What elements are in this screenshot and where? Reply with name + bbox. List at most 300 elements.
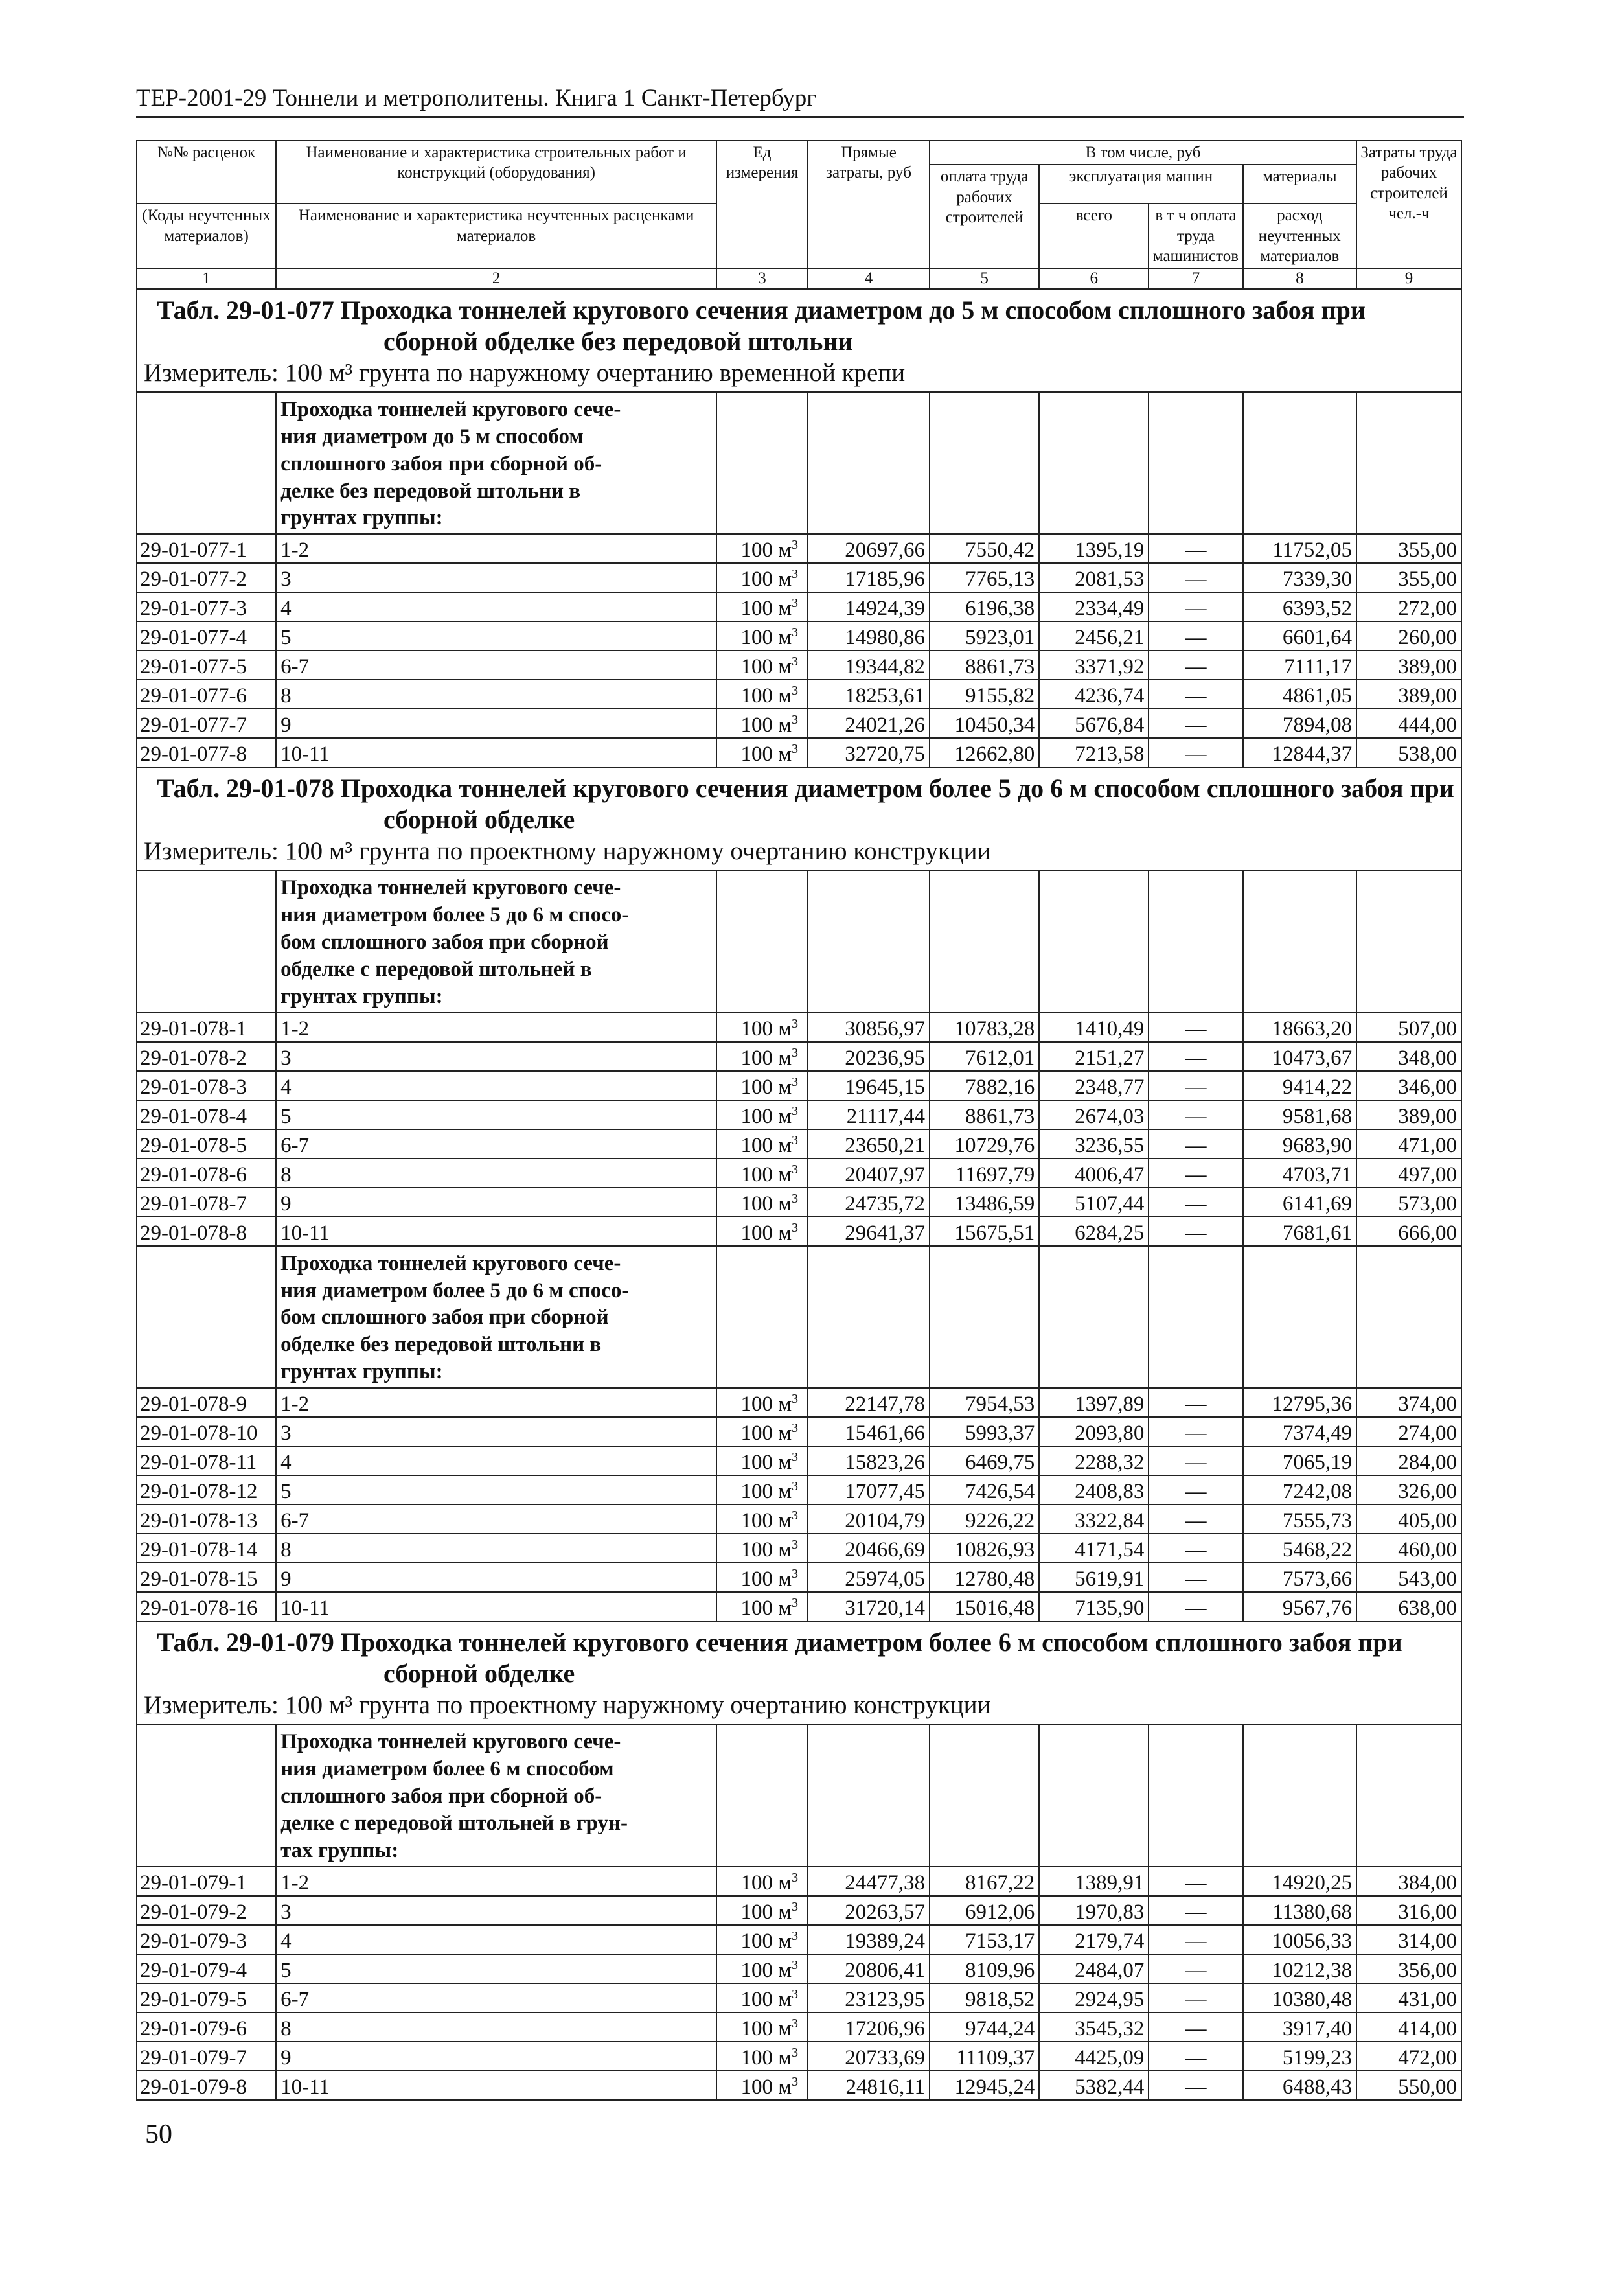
unit — [716, 2042, 808, 2071]
labor-hours: 550,00 — [1356, 2071, 1461, 2100]
unit-text: 100 м — [740, 1104, 792, 1128]
machine-cost: 2924,95 — [1039, 1983, 1149, 2013]
labor-hours: 638,00 — [1356, 1592, 1461, 1621]
labor-hours: 316,00 — [1356, 1896, 1461, 1925]
rate-code: 29-01-078-7 — [137, 1188, 276, 1217]
unit-text: 100 м — [740, 1958, 792, 1982]
section-meter: Измеритель: 100 м³ грунта по проектному наружному очертанию конструкции — [144, 837, 991, 866]
labor-hours: 538,00 — [1356, 738, 1461, 767]
unit-text: 100 м — [740, 743, 792, 767]
machinist-wage: — — [1149, 534, 1242, 563]
labor-wage: 13486,59 — [930, 1188, 1039, 1217]
unit-text: 100 м — [740, 597, 792, 621]
labor-wage: 6912,06 — [930, 1896, 1039, 1925]
section-meter: Измеритель: 100 м³ грунта по наружному очертанию временной крепи — [144, 359, 906, 387]
soil-group: 10-11 — [276, 2071, 716, 2100]
machine-cost: 4236,74 — [1039, 680, 1149, 709]
machinist-wage: — — [1149, 2071, 1242, 2100]
section-header — [137, 1621, 1461, 1724]
soil-group: 1-2 — [276, 534, 716, 563]
rate-code: 29-01-077-5 — [137, 651, 276, 680]
table-row — [137, 1954, 1461, 1983]
table-header — [137, 141, 1461, 289]
table-row — [137, 563, 1461, 592]
table-row — [137, 1100, 1461, 1129]
unit — [716, 1505, 808, 1534]
rate-code: 29-01-078-1 — [137, 1013, 276, 1042]
rate-code: 29-01-078-8 — [137, 1217, 276, 1246]
unit-text: 100 м — [740, 1133, 792, 1157]
table-row — [137, 1475, 1461, 1505]
labor-wage: 8167,22 — [930, 1867, 1039, 1896]
soil-group: 4 — [276, 1925, 716, 1954]
unit-superscript: 3 — [792, 1450, 799, 1465]
empty-cell — [1149, 392, 1242, 535]
col-mach-total-header: всего — [1039, 203, 1149, 268]
rate-code: 29-01-078-15 — [137, 1563, 276, 1592]
labor-hours: 355,00 — [1356, 563, 1461, 592]
rate-code: 29-01-079-5 — [137, 1983, 276, 2013]
rate-code: 29-01-077-7 — [137, 709, 276, 738]
unit-superscript: 3 — [792, 1957, 799, 1972]
labor-wage: 12780,48 — [930, 1563, 1039, 1592]
unit-text: 100 м — [740, 568, 792, 592]
labor-hours: 507,00 — [1356, 1013, 1461, 1042]
table-row — [137, 1867, 1461, 1896]
unit — [716, 1867, 808, 1896]
labor-wage: 6469,75 — [930, 1446, 1039, 1475]
unit-superscript: 3 — [792, 1479, 799, 1494]
unit — [716, 1475, 808, 1505]
labor-wage: 9744,24 — [930, 2013, 1039, 2042]
table-row — [137, 1388, 1461, 1417]
table-row — [137, 1188, 1461, 1217]
machinist-wage: — — [1149, 1534, 1242, 1563]
labor-wage: 9155,82 — [930, 680, 1039, 709]
rate-code: 29-01-078-11 — [137, 1446, 276, 1475]
machinist-wage: — — [1149, 1100, 1242, 1129]
unit — [716, 621, 808, 651]
machine-cost: 1395,19 — [1039, 534, 1149, 563]
machine-cost: 2348,77 — [1039, 1071, 1149, 1100]
labor-hours: 414,00 — [1356, 2013, 1461, 2042]
page-number: 50 — [145, 2119, 172, 2149]
empty-cell — [1243, 1724, 1357, 1867]
unit — [716, 1159, 808, 1188]
machinist-wage: — — [1149, 1896, 1242, 1925]
unit-superscript: 3 — [792, 1103, 799, 1118]
unit — [716, 2013, 808, 2042]
direct-cost: 20263,57 — [808, 1896, 930, 1925]
rate-code: 29-01-078-9 — [137, 1388, 276, 1417]
unit — [716, 1534, 808, 1563]
labor-hours: 374,00 — [1356, 1388, 1461, 1417]
unit-superscript: 3 — [792, 1899, 799, 1914]
unit-superscript: 3 — [792, 684, 799, 698]
machinist-wage: — — [1149, 1013, 1242, 1042]
machine-cost: 2151,27 — [1039, 1042, 1149, 1071]
soil-group: 5 — [276, 1100, 716, 1129]
labor-hours: 314,00 — [1356, 1925, 1461, 1954]
soil-group: 9 — [276, 2042, 716, 2071]
direct-cost: 19344,82 — [808, 651, 930, 680]
machinist-wage: — — [1149, 709, 1242, 738]
unit-superscript: 3 — [792, 596, 799, 611]
unit-superscript: 3 — [792, 2074, 799, 2089]
work-description: Проходка тоннелей кругового сече- ния диаметром более 6 м способом сплошного забоя при сборной об- делке с передовой штольней в грун- тах группы: — [276, 1724, 716, 1867]
machine-cost: 2408,83 — [1039, 1475, 1149, 1505]
unit-text: 100 м — [740, 655, 792, 679]
machinist-wage: — — [1149, 1159, 1242, 1188]
soil-group: 1-2 — [276, 1867, 716, 1896]
rate-code: 29-01-078-16 — [137, 1592, 276, 1621]
machinist-wage: — — [1149, 1188, 1242, 1217]
unit-text: 100 м — [740, 1392, 792, 1416]
rate-code: 29-01-078-14 — [137, 1534, 276, 1563]
machine-cost: 2081,53 — [1039, 563, 1149, 592]
unit — [716, 1446, 808, 1475]
unit-superscript: 3 — [792, 625, 799, 640]
col-labor-cost-header: оплата труда рабочих строителей — [930, 165, 1039, 268]
soil-group: 8 — [276, 2013, 716, 2042]
unit-superscript: 3 — [792, 1538, 799, 1552]
direct-cost: 24021,26 — [808, 709, 930, 738]
col-materials-header: материалы — [1243, 165, 1357, 203]
table-row — [137, 1563, 1461, 1592]
machine-cost: 5382,44 — [1039, 2071, 1149, 2100]
empty-cell — [1356, 870, 1461, 1013]
soil-group: 8 — [276, 1534, 716, 1563]
unit-superscript: 3 — [792, 1133, 799, 1148]
section-meter: Измеритель: 100 м³ грунта по проектному наружному очертанию конструкции — [144, 1691, 991, 1720]
table-row — [137, 1159, 1461, 1188]
table-row — [137, 709, 1461, 738]
machinist-wage: — — [1149, 1217, 1242, 1246]
col-unit-header: Ед измерения — [716, 141, 808, 268]
labor-wage: 10826,93 — [930, 1534, 1039, 1563]
rates-table — [136, 140, 1462, 2101]
labor-hours: 326,00 — [1356, 1475, 1461, 1505]
materials-cost: 4703,71 — [1243, 1159, 1357, 1188]
col-number: 7 — [1149, 268, 1242, 289]
empty-cell — [1243, 1246, 1357, 1389]
table-row — [137, 621, 1461, 651]
unit-text: 100 м — [740, 2016, 792, 2040]
table-row — [137, 1983, 1461, 2013]
direct-cost: 23123,95 — [808, 1983, 930, 2013]
materials-cost: 10380,48 — [1243, 1983, 1357, 2013]
unit-text: 100 м — [740, 1567, 792, 1591]
labor-wage: 11697,79 — [930, 1159, 1039, 1188]
col-name-sub-header: Наименование и характеристика неучтенных расценками материалов — [276, 203, 716, 268]
soil-group: 10-11 — [276, 1217, 716, 1246]
machine-cost: 2674,03 — [1039, 1100, 1149, 1129]
section-title: Табл. 29-01-079 Проходка тоннелей кругового сечения диаметром более 6 м способом сплошного забоя при сборной обделке — [157, 1628, 1402, 1689]
work-description-row — [137, 392, 1461, 535]
table-row — [137, 1534, 1461, 1563]
unit — [716, 1100, 808, 1129]
work-description-row — [137, 870, 1461, 1013]
unit-text: 100 м — [740, 1538, 792, 1562]
col-number: 3 — [716, 268, 808, 289]
machine-cost: 1410,49 — [1039, 1013, 1149, 1042]
labor-wage: 12662,80 — [930, 738, 1039, 767]
unit-text: 100 м — [740, 1509, 792, 1533]
machinist-wage: — — [1149, 1446, 1242, 1475]
direct-cost: 20733,69 — [808, 2042, 930, 2071]
unit-text: 100 м — [740, 1900, 792, 1924]
machinist-wage: — — [1149, 1983, 1242, 2013]
rate-code: 29-01-077-2 — [137, 563, 276, 592]
unit-text: 100 м — [740, 1987, 792, 2011]
unit-text: 100 м — [740, 1597, 792, 1621]
page-header: ТЕР-2001-29 Тоннели и метрополитены. Книга 1 Санкт-Петербург — [136, 84, 1464, 118]
labor-wage: 15675,51 — [930, 1217, 1039, 1246]
rate-code: 29-01-078-5 — [137, 1129, 276, 1159]
table-row — [137, 1129, 1461, 1159]
unit-text: 100 м — [740, 1162, 792, 1186]
soil-group: 4 — [276, 1446, 716, 1475]
materials-cost: 5199,23 — [1243, 2042, 1357, 2071]
table-row — [137, 1896, 1461, 1925]
labor-hours: 346,00 — [1356, 1071, 1461, 1100]
table-row — [137, 651, 1461, 680]
unit-text: 100 м — [740, 1422, 792, 1446]
unit-text: 100 м — [740, 1017, 792, 1041]
materials-cost: 6488,43 — [1243, 2071, 1357, 2100]
rate-code: 29-01-079-2 — [137, 1896, 276, 1925]
direct-cost: 22147,78 — [808, 1388, 930, 1417]
section-title-cell — [137, 1621, 1461, 1724]
materials-cost: 18663,20 — [1243, 1013, 1357, 1042]
unit-superscript: 3 — [792, 1074, 799, 1089]
table-row — [137, 1446, 1461, 1475]
direct-cost: 15823,26 — [808, 1446, 930, 1475]
col-mat-unacc-header: расход неучтенных материалов — [1243, 203, 1357, 268]
unit-text: 100 м — [740, 2075, 792, 2099]
labor-wage: 5923,01 — [930, 621, 1039, 651]
soil-group: 5 — [276, 621, 716, 651]
soil-group: 5 — [276, 1475, 716, 1505]
machine-cost: 4006,47 — [1039, 1159, 1149, 1188]
machine-cost: 5107,44 — [1039, 1188, 1149, 1217]
machine-cost: 3371,92 — [1039, 651, 1149, 680]
soil-group: 5 — [276, 1954, 716, 1983]
machinist-wage: — — [1149, 1505, 1242, 1534]
rate-code: 29-01-079-4 — [137, 1954, 276, 1983]
labor-wage: 7426,54 — [930, 1475, 1039, 1505]
empty-cell — [930, 1246, 1039, 1389]
materials-cost: 7681,61 — [1243, 1217, 1357, 1246]
machinist-wage: — — [1149, 621, 1242, 651]
section-title: Табл. 29-01-078 Проходка тоннелей кругового сечения диаметром более 5 до 6 м способом сплошного забоя при сборной обделке — [157, 774, 1454, 835]
rate-code: 29-01-077-8 — [137, 738, 276, 767]
work-description: Проходка тоннелей кругового сече- ния диаметром более 5 до 6 м спосо- бом сплошного забоя при сборной обделке с передовой штольней в грунтах группы: — [276, 870, 716, 1013]
materials-cost: 10212,38 — [1243, 1954, 1357, 1983]
labor-wage: 9226,22 — [930, 1505, 1039, 1534]
labor-wage: 12945,24 — [930, 2071, 1039, 2100]
section-title-cell — [137, 767, 1461, 870]
direct-cost: 31720,14 — [808, 1592, 930, 1621]
labor-hours: 573,00 — [1356, 1188, 1461, 1217]
rate-code: 29-01-078-3 — [137, 1071, 276, 1100]
unit — [716, 651, 808, 680]
direct-cost: 23650,21 — [808, 1129, 930, 1159]
unit-superscript: 3 — [792, 1421, 799, 1436]
materials-cost: 6601,64 — [1243, 621, 1357, 651]
table-row — [137, 2042, 1461, 2071]
unit-text: 100 м — [740, 626, 792, 650]
section-header — [137, 767, 1461, 870]
rate-code: 29-01-079-3 — [137, 1925, 276, 1954]
machinist-wage: — — [1149, 1042, 1242, 1071]
machine-cost: 1397,89 — [1039, 1388, 1149, 1417]
soil-group: 3 — [276, 1042, 716, 1071]
empty-cell — [930, 1724, 1039, 1867]
materials-cost: 9581,68 — [1243, 1100, 1357, 1129]
labor-hours: 431,00 — [1356, 1983, 1461, 2013]
labor-hours: 497,00 — [1356, 1159, 1461, 1188]
machinist-wage: — — [1149, 1475, 1242, 1505]
materials-cost: 10473,67 — [1243, 1042, 1357, 1071]
empty-cell — [1243, 392, 1357, 535]
labor-hours: 543,00 — [1356, 1563, 1461, 1592]
materials-cost: 5468,22 — [1243, 1534, 1357, 1563]
direct-cost: 19645,15 — [808, 1071, 930, 1100]
unit — [716, 2071, 808, 2100]
labor-hours: 389,00 — [1356, 1100, 1461, 1129]
machinist-wage: — — [1149, 1417, 1242, 1446]
labor-wage: 15016,48 — [930, 1592, 1039, 1621]
machine-cost: 6284,25 — [1039, 1217, 1149, 1246]
unit — [716, 1388, 808, 1417]
unit-superscript: 3 — [792, 1162, 799, 1177]
col-incl-header: В том числе, руб — [930, 141, 1356, 165]
materials-cost: 7339,30 — [1243, 563, 1357, 592]
empty-cell — [137, 1246, 276, 1389]
machine-cost: 2334,49 — [1039, 592, 1149, 621]
labor-hours: 260,00 — [1356, 621, 1461, 651]
unit — [716, 738, 808, 767]
labor-hours: 284,00 — [1356, 1446, 1461, 1475]
rate-code: 29-01-078-2 — [137, 1042, 276, 1071]
unit-superscript: 3 — [792, 1508, 799, 1523]
work-description: Проходка тоннелей кругового сече- ния диаметром более 5 до 6 м спосо- бом сплошного забоя при сборной обделке без передовой штольни в грунтах группы: — [276, 1246, 716, 1389]
soil-group: 9 — [276, 1563, 716, 1592]
machine-cost: 2179,74 — [1039, 1925, 1149, 1954]
rate-code: 29-01-078-10 — [137, 1417, 276, 1446]
machine-cost: 2288,32 — [1039, 1446, 1149, 1475]
rate-code: 29-01-079-1 — [137, 1867, 276, 1896]
unit-superscript: 3 — [792, 1045, 799, 1060]
unit — [716, 1983, 808, 2013]
labor-hours: 355,00 — [1356, 534, 1461, 563]
unit-superscript: 3 — [792, 1567, 799, 1582]
rate-code: 29-01-079-7 — [137, 2042, 276, 2071]
rate-code: 29-01-079-8 — [137, 2071, 276, 2100]
col-number: 6 — [1039, 268, 1149, 289]
table-row — [137, 1417, 1461, 1446]
machinist-wage: — — [1149, 651, 1242, 680]
direct-cost: 24816,11 — [808, 2071, 930, 2100]
direct-cost: 29641,37 — [808, 1217, 930, 1246]
direct-cost: 17185,96 — [808, 563, 930, 592]
table-row — [137, 1505, 1461, 1534]
materials-cost: 9567,76 — [1243, 1592, 1357, 1621]
materials-cost: 7573,66 — [1243, 1563, 1357, 1592]
col-direct-header: Прямые затраты, руб — [808, 141, 930, 268]
empty-cell — [1039, 1246, 1149, 1389]
labor-hours: 356,00 — [1356, 1954, 1461, 1983]
unit-text: 100 м — [740, 538, 792, 562]
materials-cost: 7065,19 — [1243, 1446, 1357, 1475]
unit — [716, 680, 808, 709]
table-body — [137, 289, 1461, 2100]
labor-wage: 10450,34 — [930, 709, 1039, 738]
labor-hours: 460,00 — [1356, 1534, 1461, 1563]
rate-code: 29-01-078-4 — [137, 1100, 276, 1129]
materials-cost: 6141,69 — [1243, 1188, 1357, 1217]
labor-hours: 405,00 — [1356, 1505, 1461, 1534]
work-description-row — [137, 1246, 1461, 1389]
labor-hours: 389,00 — [1356, 680, 1461, 709]
machine-cost: 5676,84 — [1039, 709, 1149, 738]
empty-cell — [930, 392, 1039, 535]
machinist-wage: — — [1149, 1388, 1242, 1417]
machinist-wage: — — [1149, 1867, 1242, 1896]
soil-group: 10-11 — [276, 1592, 716, 1621]
labor-wage: 7550,42 — [930, 534, 1039, 563]
table-row — [137, 2071, 1461, 2100]
soil-group: 9 — [276, 709, 716, 738]
table-row — [137, 592, 1461, 621]
labor-wage: 6196,38 — [930, 592, 1039, 621]
soil-group: 3 — [276, 1896, 716, 1925]
materials-cost: 3917,40 — [1243, 2013, 1357, 2042]
unit — [716, 1592, 808, 1621]
unit — [716, 563, 808, 592]
unit — [716, 1563, 808, 1592]
labor-wage: 10783,28 — [930, 1013, 1039, 1042]
table-row — [137, 680, 1461, 709]
empty-cell — [1039, 392, 1149, 535]
rate-code: 29-01-077-4 — [137, 621, 276, 651]
soil-group: 10-11 — [276, 738, 716, 767]
materials-cost: 7894,08 — [1243, 709, 1357, 738]
empty-cell — [1149, 1724, 1242, 1867]
section-title: Табл. 29-01-077 Проходка тоннелей кругового сечения диаметром до 5 м способом сплошного забоя при сборной обделке без передовой штольни — [157, 295, 1366, 356]
machine-cost: 2484,07 — [1039, 1954, 1149, 1983]
empty-cell — [1149, 870, 1242, 1013]
soil-group: 6-7 — [276, 1129, 716, 1159]
unit-superscript: 3 — [792, 1987, 799, 2001]
materials-cost: 4861,05 — [1243, 680, 1357, 709]
col-number: 1 — [137, 268, 276, 289]
machine-cost: 1970,83 — [1039, 1896, 1149, 1925]
empty-cell — [716, 870, 808, 1013]
table-row — [137, 534, 1461, 563]
col-number: 5 — [930, 268, 1039, 289]
direct-cost: 21117,44 — [808, 1100, 930, 1129]
soil-group: 8 — [276, 1159, 716, 1188]
labor-wage: 11109,37 — [930, 2042, 1039, 2071]
direct-cost: 17077,45 — [808, 1475, 930, 1505]
rate-code: 29-01-078-12 — [137, 1475, 276, 1505]
section-header — [137, 289, 1461, 392]
soil-group: 3 — [276, 563, 716, 592]
machinist-wage: — — [1149, 1071, 1242, 1100]
unit-superscript: 3 — [792, 567, 799, 582]
